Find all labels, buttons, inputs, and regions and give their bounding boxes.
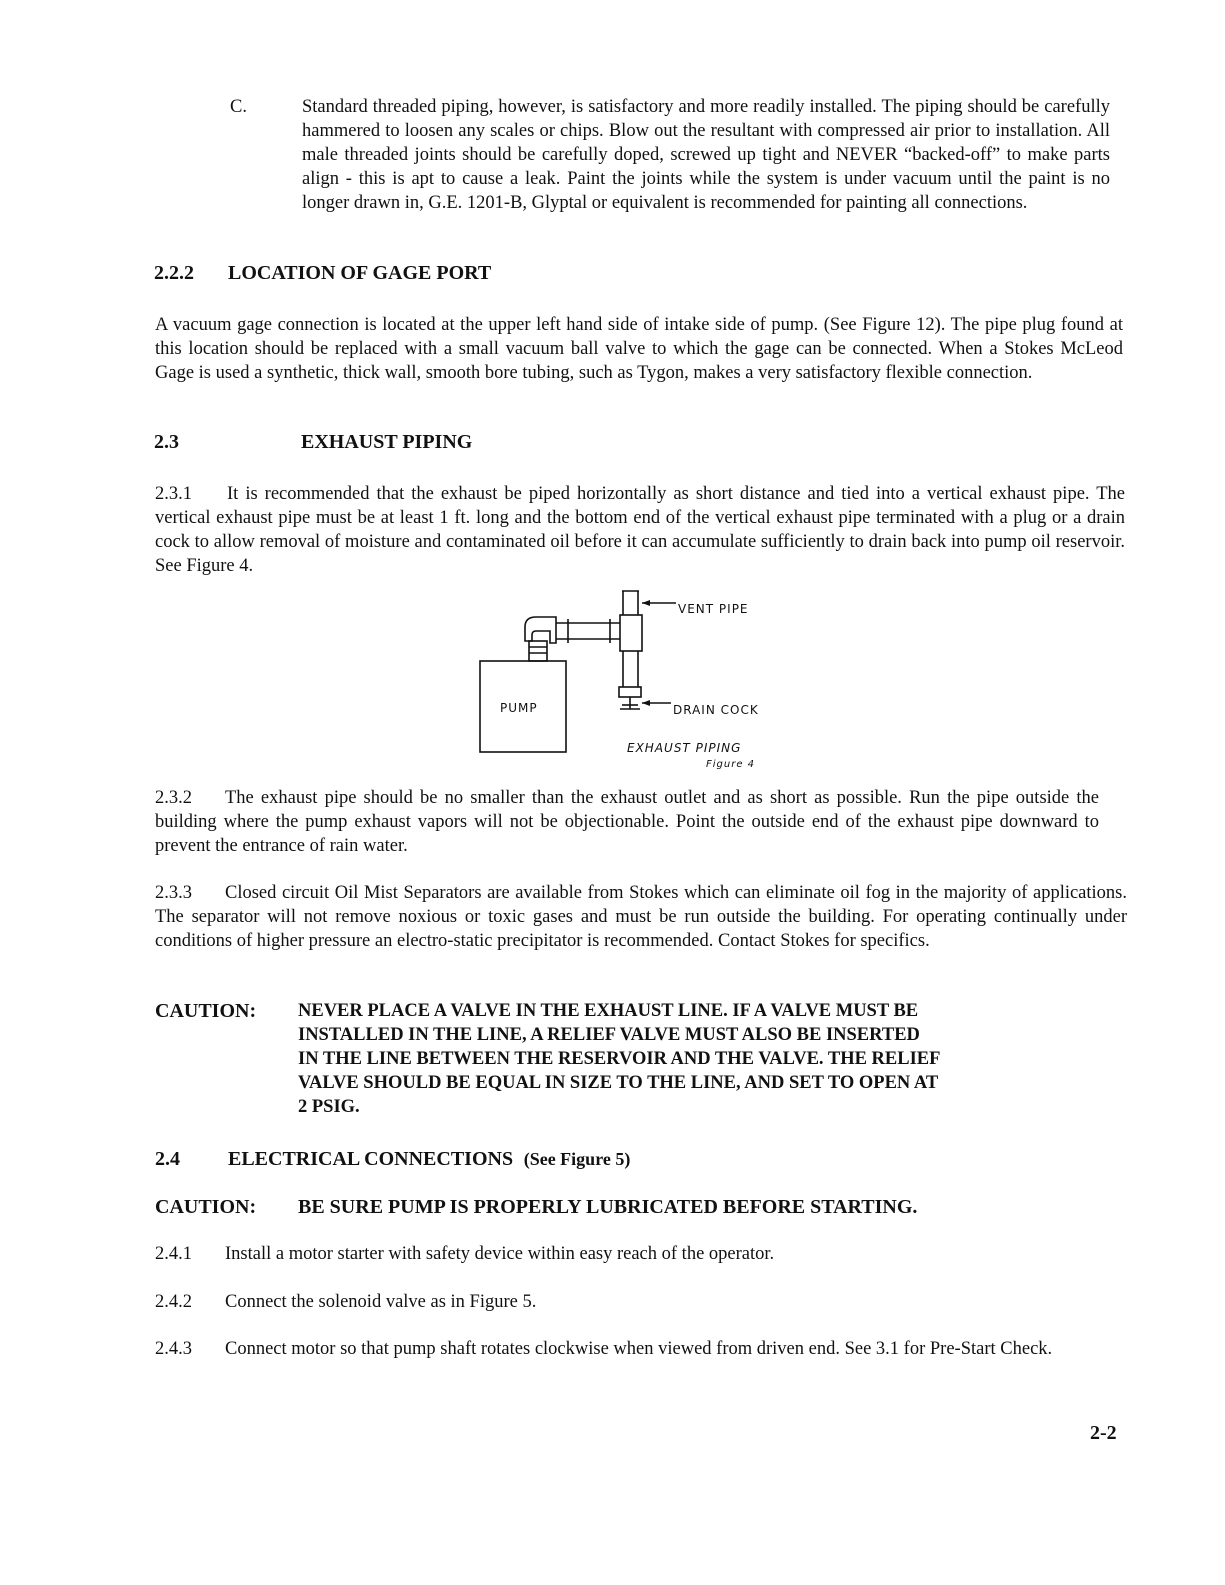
section-2-3-3-number: 2.3.3 [155, 883, 192, 903]
section-2-4-2-number: 2.4.2 [155, 1292, 192, 1312]
pump-label: PUMP [500, 701, 538, 715]
section-2-2-2-title: LOCATION OF GAGE PORT [228, 262, 492, 284]
section-2-4-title: ELECTRICAL CONNECTIONS [228, 1148, 514, 1170]
section-2-4-ref: (See Figure 5) [523, 1149, 631, 1169]
caution-1-text: NEVER PLACE A VALVE IN THE EXHAUST LINE. IF A VALVE MUST BE INSTALLED IN THE LINE, A RELIEF VALVE MUST ALSO BE INSERTED IN THE LINE BETWEEN THE RESERVOIR AND THE VALVE. THE RELIEF VALVE SHOULD BE EQUAL IN SIZE TO THE LINE, AND SET TO OPEN AT 2 PSIG. [298, 1001, 940, 1117]
section-2-3-3-text: Closed circuit Oil Mist Separators are available from Stokes which can eliminate oil fog in the majority of applications. The separator will not remove noxious or toxic gases and must be run outside the building. For operating continually under conditions of higher pressure an electro-static precipitator is recommended. Contact Stokes for specifics. [155, 883, 1127, 951]
drain-cock-label: DRAIN COCK [673, 703, 759, 717]
section-2-2-2-number: 2.2.2 [154, 262, 194, 284]
tee-fitting [620, 615, 642, 651]
section-2-4-3-number: 2.4.3 [155, 1339, 192, 1359]
section-2-3-2-text: The exhaust pipe should be no smaller than the exhaust outlet and as short as possible. Run the pipe outside the building where the pump exhaust vapors will not be objectionable. Point the outside end of the exhaust pipe downward to prevent the entrance of rain water. [155, 788, 1099, 856]
caution-2-text: BE SURE PUMP IS PROPERLY LUBRICATED BEFORE STARTING. [298, 1196, 918, 1218]
section-2-2-2-paragraph: A vacuum gage connection is located at the upper left hand side of intake side of pump. (See Figure 12). The pipe plug found at this location should be replaced with a small vacuum ball valve to which the gage can be connected. When a Stokes McLeod Gage is used a synthetic, thick wall, smooth bore tubing, such as Tygon, makes a very satisfactory flexible connection. [155, 315, 1123, 383]
item-c-paragraph: Standard threaded piping, however, is satisfactory and more readily installed. The piping should be carefully hammered to loosen any scales or chips. Blow out the resultant with compressed air prior to installation. All male threaded joints should be carefully doped, screwed up tight and NEVER “backed-off” to make parts align - this is apt to cause a leak. Paint the joints while the system is under vacuum until the paint is no longer drawn in, G.E. 1201-B, Glyptal or equivalent is recommended for painting all connections. [302, 97, 1110, 213]
section-2-4-2-text: Connect the solenoid valve as in Figure 5. [225, 1292, 537, 1312]
section-2-4-heading [228, 1147, 630, 1172]
figure-4 [470, 585, 790, 775]
figure-number: Figure 4 [706, 759, 756, 770]
section-2-3-1-text: It is recommended that the exhaust be piped horizontally as short distance and tied into a vertical exhaust pipe. The vertical exhaust pipe must be at least 1 ft. long and the bottom end of the vertical exhaust pipe terminated with a plug or a drain cock to allow removal of moisture and contaminated oil before it can accumulate sufficiently to drain back into pump oil reservoir. See Figure 4. [155, 484, 1125, 576]
section-2-3-1-paragraph [155, 482, 1125, 578]
section-2-3-title: EXHAUST PIPING [301, 431, 473, 453]
item-c-label: C. [230, 97, 247, 117]
drain-cock [619, 687, 641, 697]
page-number: 2-2 [1090, 1422, 1117, 1444]
caution-1-label: CAUTION: [155, 1000, 257, 1022]
section-2-3-1-number: 2.3.1 [155, 484, 192, 504]
vent-pipe-label: VENT PIPE [678, 602, 749, 616]
section-2-3-2-paragraph [155, 786, 1099, 858]
section-2-3-3-paragraph [155, 881, 1127, 953]
elbow-fitting [525, 617, 556, 643]
pump-outlet [529, 641, 547, 661]
section-2-4-1-text: Install a motor starter with safety device within easy reach of the operator. [225, 1244, 775, 1264]
section-2-4-1-number: 2.4.1 [155, 1244, 192, 1264]
section-2-4-number: 2.4 [155, 1148, 180, 1170]
section-2-4-3-text: Connect motor so that pump shaft rotates clockwise when viewed from driven end. See 3.1 for Pre-Start Check. [225, 1339, 1053, 1359]
figure-caption: EXHAUST PIPING [627, 741, 742, 755]
section-2-3-number: 2.3 [154, 431, 179, 453]
caution-2-label: CAUTION: [155, 1196, 257, 1218]
section-2-3-2-number: 2.3.2 [155, 788, 192, 808]
